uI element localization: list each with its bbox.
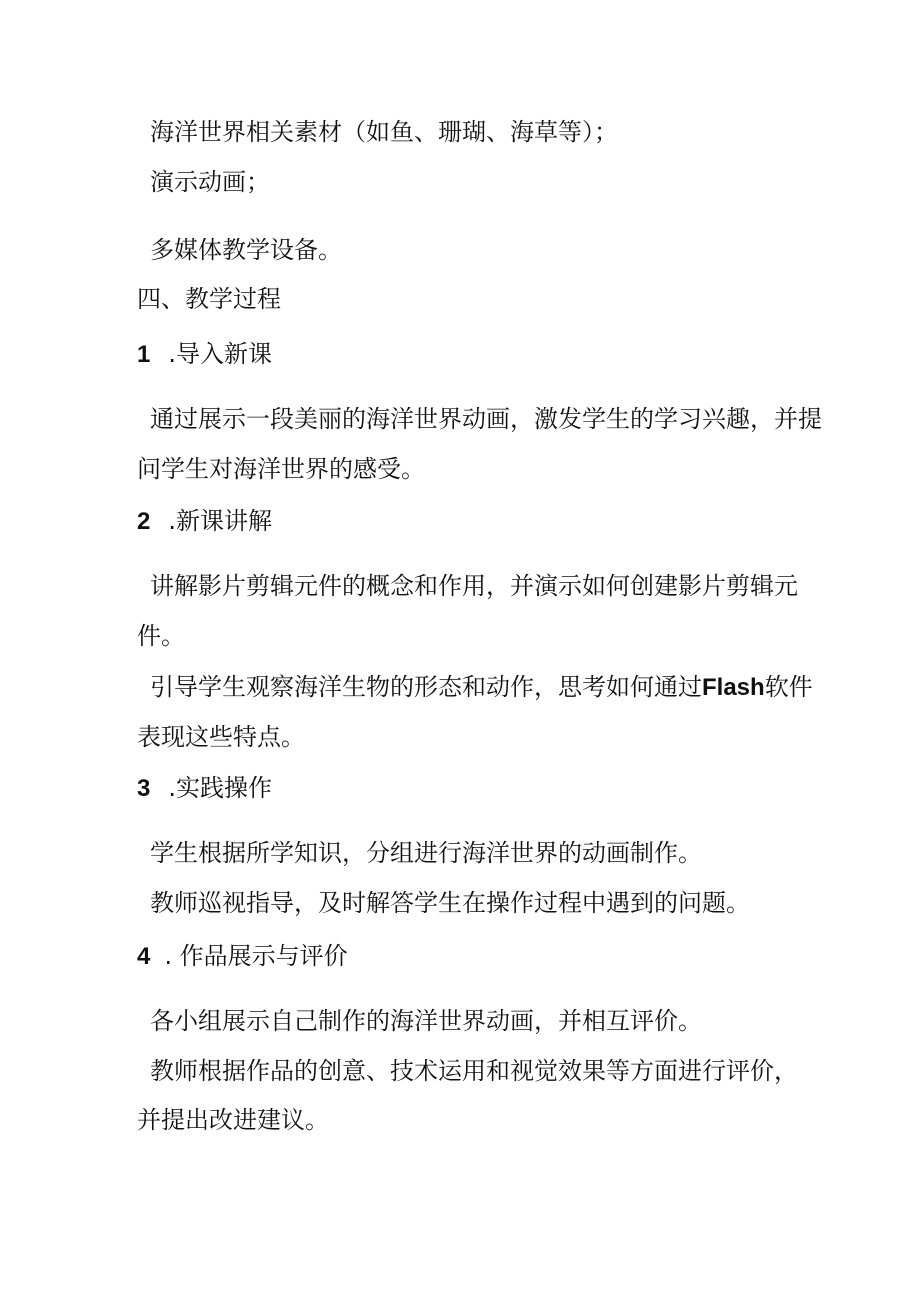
step-4-line-3: 并提出改进建议。: [137, 1106, 329, 1134]
flash-term: Flash: [702, 674, 765, 701]
step-title: . 作品展示与评价: [164, 942, 348, 970]
material-item-1: 海洋世界相关素材（如鱼、珊瑚、海草等）；: [150, 118, 618, 146]
step-2-line-3-suffix: 软件: [764, 673, 813, 701]
step-number: 2: [137, 508, 151, 535]
step-1-line-2: 问学生对海洋世界的感受。: [137, 455, 425, 483]
step-heading-2: [137, 505, 272, 538]
step-title: .实践操作: [168, 774, 272, 802]
step-heading-3: [137, 772, 272, 805]
step-heading-4: [137, 940, 348, 973]
step-heading-1: [137, 338, 272, 371]
step-2-line-1: 讲解影片剪辑元件的概念和作用，并演示如何创建影片剪辑元: [150, 572, 798, 600]
step-title: .导入新课: [168, 340, 272, 368]
step-3-line-2: 教师巡视指导，及时解答学生在操作过程中遇到的问题。: [150, 889, 750, 917]
step-title: .新课讲解: [168, 507, 272, 535]
step-number: 3: [137, 775, 151, 802]
material-item-3: 多媒体教学设备。: [150, 236, 342, 264]
section-title: 四、教学过程: [137, 285, 281, 313]
material-item-2: 演示动画；: [150, 168, 270, 196]
step-2-line-4: 表现这些特点。: [137, 723, 305, 751]
step-1-line-1: 通过展示一段美丽的海洋世界动画，激发学生的学习兴趣，并提: [150, 405, 822, 433]
step-number: 4: [137, 943, 151, 970]
step-4-line-2: 教师根据作品的创意、技术运用和视觉效果等方面进行评价，: [150, 1057, 798, 1085]
step-2-line-3-text: 引导学生观察海洋生物的形态和动作，思考如何通过: [150, 673, 702, 701]
step-3-line-1: 学生根据所学知识，分组进行海洋世界的动画制作。: [150, 839, 702, 867]
step-2-line-2: 件。: [137, 622, 185, 650]
step-2-line-3: [150, 671, 813, 704]
step-4-line-1: 各小组展示自己制作的海洋世界动画，并相互评价。: [150, 1007, 702, 1035]
step-number: 1: [137, 341, 151, 368]
